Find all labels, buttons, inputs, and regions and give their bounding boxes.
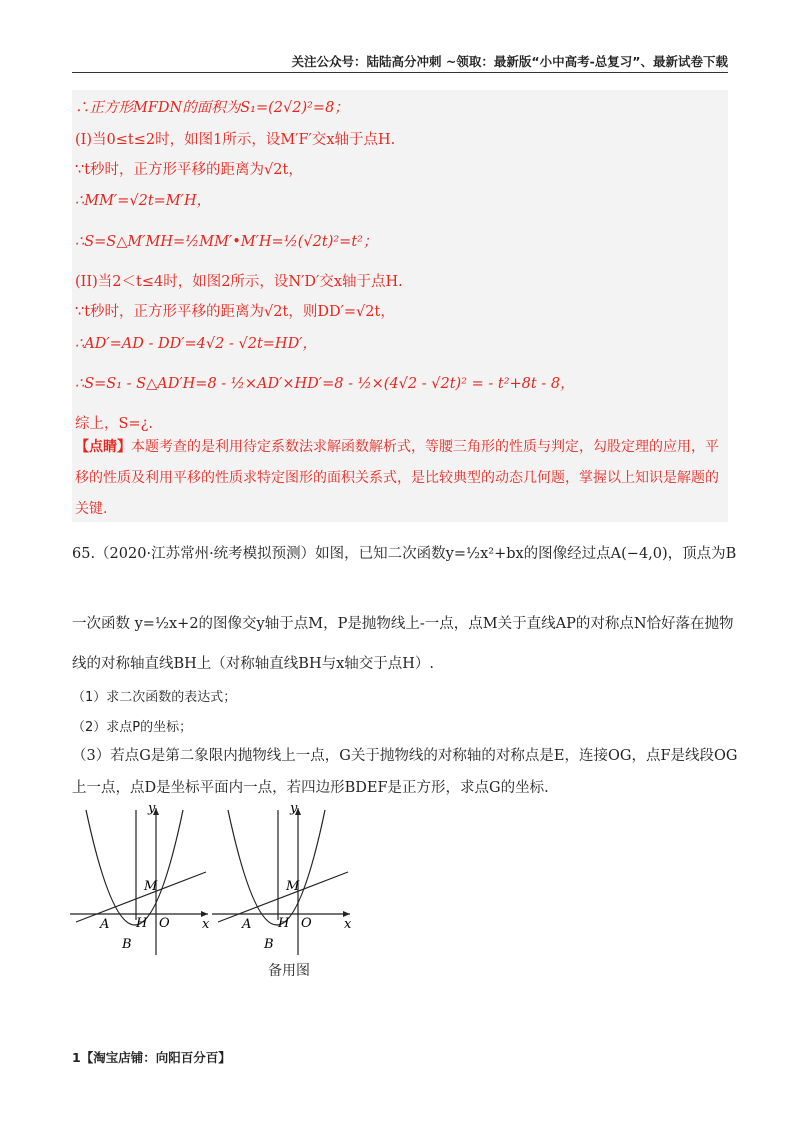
solution-line: ∴AD′=AD - DD′=4√2 - √2t=HD′， — [75, 336, 317, 352]
page-footer: 1【淘宝店铺：向阳百分百】 — [72, 1050, 231, 1065]
label-o: O — [159, 916, 170, 931]
solution-line: ∴S=S₁ - S△AD′H=8 - ½×AD′×HD′=8 - ½×(4√2 - √2t)² = - t²+8t - 8， — [75, 376, 575, 392]
question-part-1: （1）求二次函数的表达式； — [72, 690, 237, 705]
question-part-2: （2）求点P的坐标； — [72, 720, 193, 735]
label-x: x — [344, 917, 352, 932]
label-m: M — [144, 879, 158, 894]
label-o: O — [301, 916, 312, 931]
label-x: x — [202, 917, 210, 932]
solution-line: (II)当2＜t≤4时，如图2所示，设N′D′交x轴于点H. — [75, 274, 403, 290]
label-h: H — [136, 916, 148, 931]
label-h: H — [278, 916, 290, 931]
solution-line: ∵t秒时，正方形平移的距离为√2t， — [75, 162, 303, 178]
figure-caption: 备用图 — [268, 963, 310, 979]
question-part-3-cont: 上一点，点D是坐标平面内一点，若四边形BDEF是正方形，求点G的坐标. — [72, 780, 549, 796]
solution-line: ∵t秒时，正方形平移的距离为√2t，则DD′=√2t， — [75, 304, 395, 320]
header-rule — [72, 72, 728, 73]
key-point-text: 本题考查的是利用待定系数法求解函数解析式，等腰三角形的性质与判定，勾股定理的应用，平移的性质及利用平移的性质求特定图形的面积关系式，是比较典型的动态几何题，掌握以上知识是解题的关键. — [75, 439, 719, 517]
label-b: B — [264, 937, 274, 952]
parabola-backup-figure — [212, 800, 362, 960]
parabola-curve — [228, 810, 325, 925]
parabola-figure — [70, 800, 220, 960]
solution-line: ∴S=S△M′MH=½MM′•M′H=½(√2t)²=t²； — [75, 234, 378, 250]
label-y: y — [290, 801, 298, 816]
label-b: B — [122, 937, 132, 952]
page-header: 关注公众号：陆陆高分冲刺 ~领取：最新版“小中高考-总复习”、最新试卷下载 — [291, 54, 728, 69]
solution-line: ∴正方形MFDN的面积为S₁=(2√2)²=8； — [75, 100, 349, 116]
solution-block — [72, 90, 728, 522]
parabola-curve — [86, 810, 183, 925]
label-a: A — [100, 917, 110, 932]
key-point-note — [75, 432, 725, 525]
solution-line: (I)当0≤t≤2时，如图1所示，设M′F′交x轴于点H. — [75, 132, 396, 148]
question-line: 线的对称轴直线BH上（对称轴直线BH与x轴交于点H）. — [72, 656, 435, 672]
question-part-3: （3）若点G是第二象限内抛物线上一点，G关于抛物线的对称轴的对称点是E，连接OG，点F是线段OG — [72, 748, 738, 764]
label-y: y — [148, 801, 156, 816]
solution-line: ∴MM′=√2t=M′H， — [75, 193, 212, 209]
question-line: 一次函数 y=½x+2的图像交y轴于点M，P是抛物线上-一点，点M关于直线AP的对称点N恰好落在抛物 — [72, 616, 734, 632]
key-point-tag: 【点睛】 — [75, 439, 131, 455]
label-m: M — [286, 879, 300, 894]
label-a: A — [242, 917, 252, 932]
solution-line: 综上，S=¿. — [75, 416, 153, 432]
question-line: 65.（2020·江苏常州·统考模拟预测）如图，已知二次函数y=½x²+bx的图像经过点A(−4,0)，顶点为B — [72, 546, 737, 562]
